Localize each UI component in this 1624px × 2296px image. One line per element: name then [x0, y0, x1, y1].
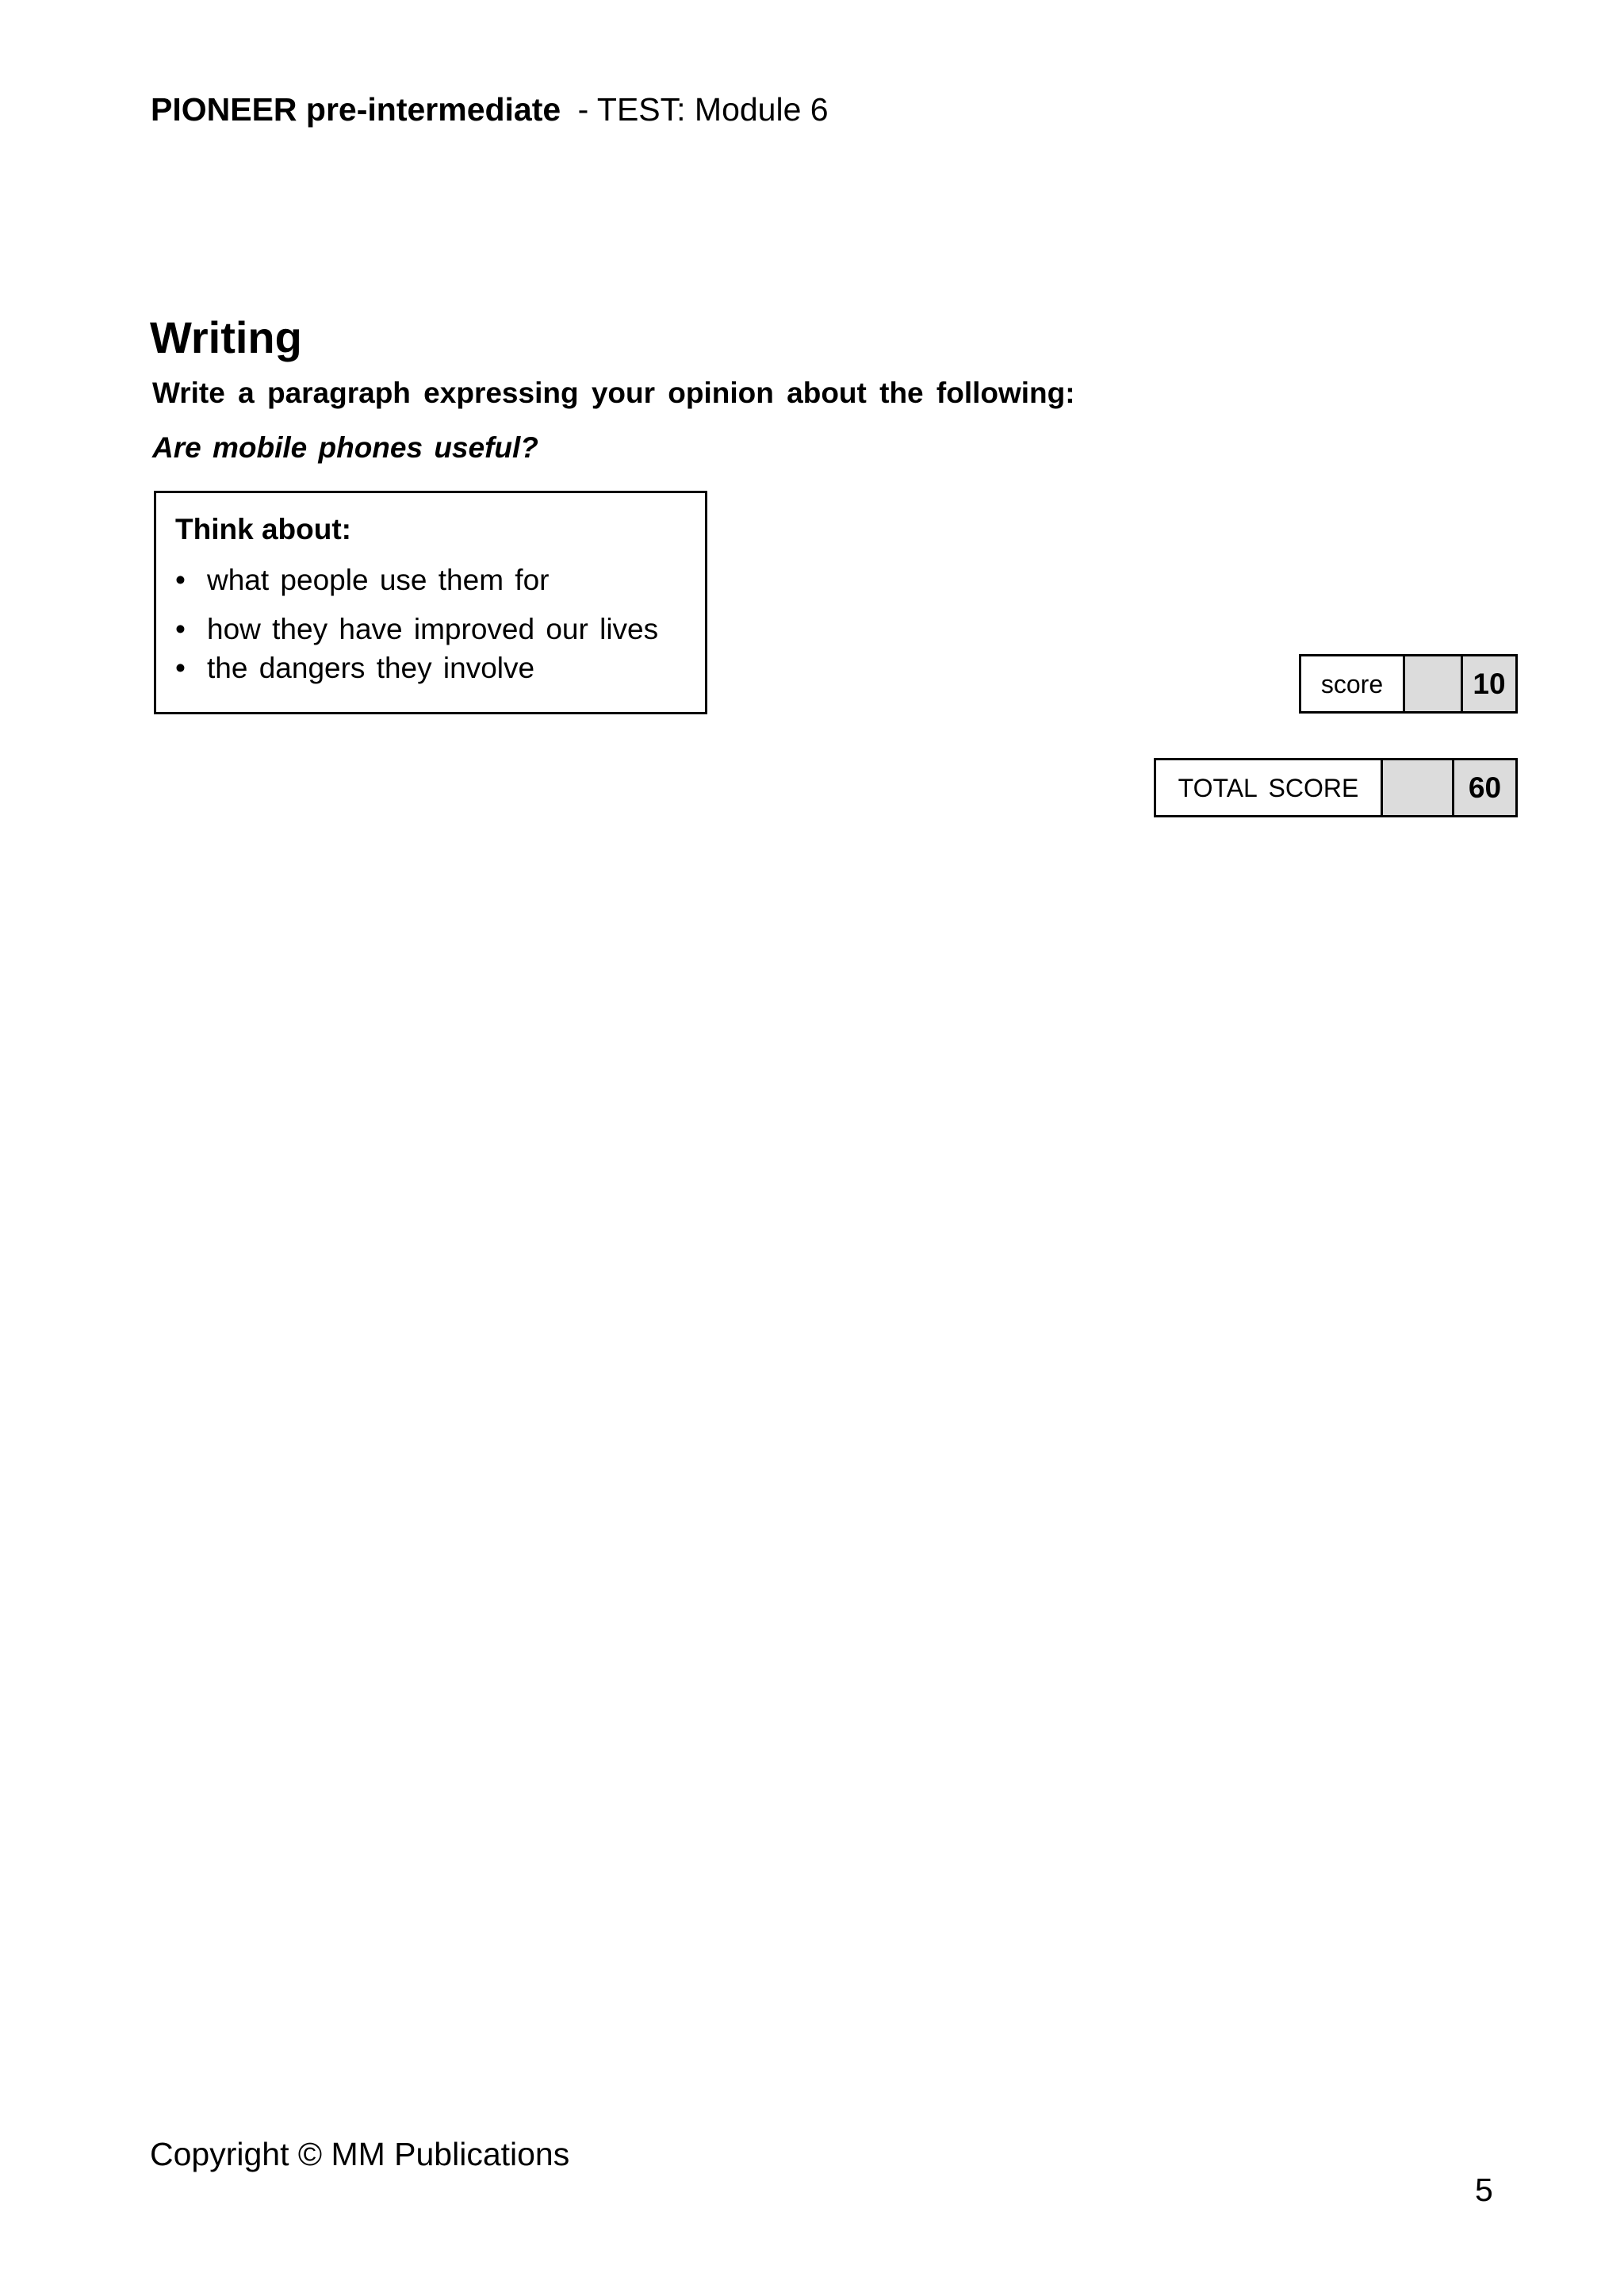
bullet-icon: •	[175, 613, 186, 645]
total-score-max: 60	[1452, 760, 1515, 815]
think-about-title: Think about:	[175, 513, 351, 545]
think-about-item-text: what people use them for	[207, 564, 550, 596]
total-score-box	[1154, 758, 1518, 817]
think-about-item-text: how they have improved our lives	[207, 613, 659, 645]
test-label: TEST: Module 6	[596, 91, 829, 128]
copyright-notice: Copyright © MM Publications	[150, 2136, 570, 2172]
section-title: Writing	[150, 312, 302, 362]
think-about-item-text: the dangers they involve	[207, 652, 535, 684]
section-score-label: score	[1301, 656, 1403, 711]
writing-question: Are mobile phones useful?	[152, 431, 538, 464]
page-header	[151, 91, 829, 128]
section-score-box	[1299, 654, 1518, 714]
writing-instruction: Write a paragraph expressing your opinion about the following:	[152, 377, 1075, 409]
page-number: 5	[1475, 2172, 1493, 2208]
think-about-item	[175, 565, 549, 595]
header-separator: -	[577, 91, 589, 128]
think-about-item	[175, 614, 658, 644]
total-score-label: TOTAL SCORE	[1156, 760, 1381, 815]
section-score-field[interactable]	[1403, 656, 1461, 711]
think-about-item	[175, 653, 534, 683]
bullet-icon: •	[175, 564, 186, 596]
bullet-icon: •	[175, 652, 186, 684]
section-score-max: 10	[1461, 656, 1515, 711]
total-score-field[interactable]	[1381, 760, 1452, 815]
brand-title: PIONEER pre-intermediate	[151, 91, 561, 128]
think-about-box	[154, 491, 707, 714]
